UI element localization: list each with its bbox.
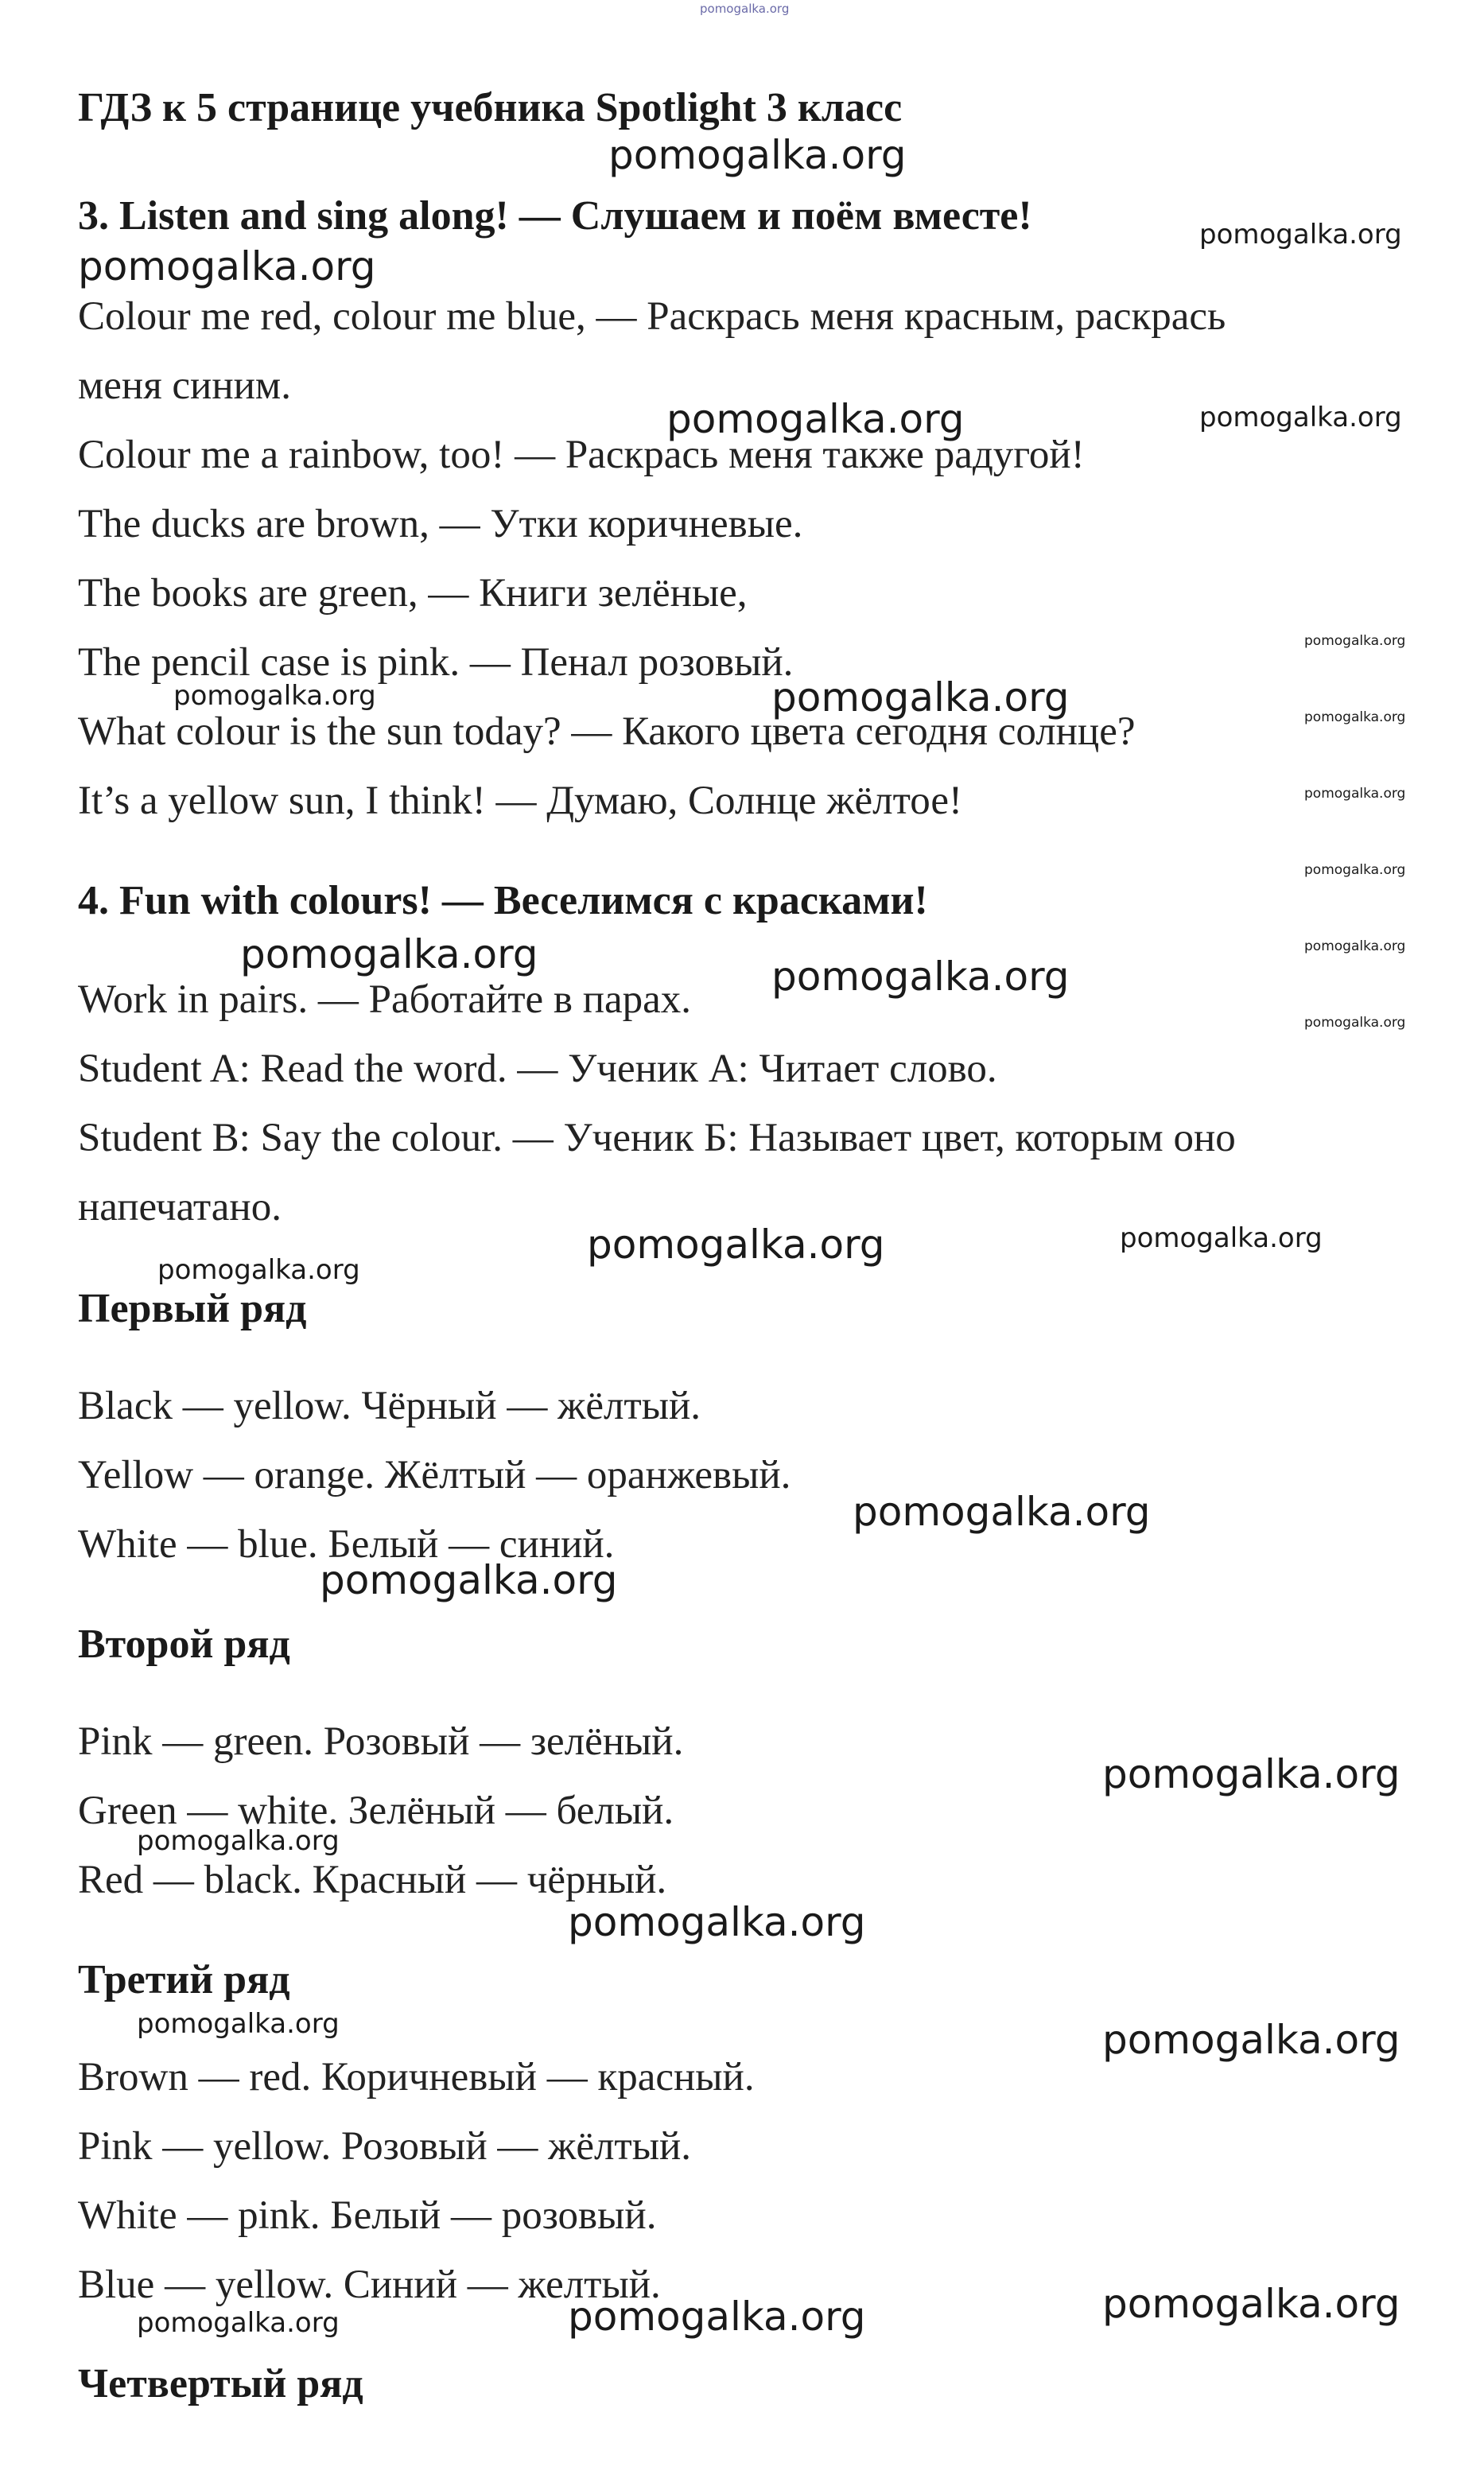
watermark: pomogalka.org [568, 1899, 866, 1945]
row-3-line: Blue — yellow. Синий — желтый. [78, 2263, 661, 2307]
song-line: The ducks are brown, — Утки коричневые. [78, 502, 803, 546]
row-3-line: Pink — yellow. Розовый — жёлтый. [78, 2124, 692, 2169]
watermark: pomogalka.org [157, 1254, 360, 1286]
section-3-heading: 3. Listen and sing along! — Слушаем и поём вместе! [78, 193, 1032, 239]
row-1-line: White — blue. Белый — синий. [78, 1522, 615, 1567]
watermark: pomogalka.org [771, 954, 1070, 1000]
watermark: pomogalka.org [1304, 709, 1406, 725]
row-3-line: White — pink. Белый — розовый. [78, 2193, 657, 2238]
song-line: The books are green, — Книги зелёные, [78, 571, 748, 616]
row-3-line: Brown — red. Коричневый — красный. [78, 2055, 755, 2100]
row-2-line: Pink — green. Розовый — зелёный. [78, 1719, 684, 1764]
row-2-heading: Второй ряд [78, 1622, 290, 1667]
row-1-line: Yellow — orange. Жёлтый — оранжевый. [78, 1453, 791, 1497]
watermark: pomogalka.org [666, 396, 965, 442]
song-line: Colour me red, colour me blue, — Раскрась меня красным, раскрась [78, 294, 1226, 339]
watermark: pomogalka.org [137, 1825, 340, 1857]
song-line: Colour me a rainbow, too! — Раскрась меня также радугой! [78, 433, 1085, 477]
watermark: pomogalka.org [1120, 1222, 1323, 1254]
top-watermark: pomogalka.org [700, 2, 790, 16]
page-title: ГДЗ к 5 странице учебника Spotlight 3 класс [78, 85, 903, 130]
watermark: pomogalka.org [1304, 938, 1406, 954]
song-line: What colour is the sun today? — Какого цвета сегодня солнце? [78, 709, 1136, 754]
row-1-heading: Первый ряд [78, 1286, 307, 1331]
watermark: pomogalka.org [1199, 402, 1402, 433]
instruction-line: напечатано. [78, 1185, 282, 1229]
row-1-line: Black — yellow. Чёрный — жёлтый. [78, 1384, 701, 1428]
watermark: pomogalka.org [173, 680, 376, 712]
watermark: pomogalka.org [587, 1222, 885, 1268]
watermark: pomogalka.org [320, 1557, 618, 1603]
watermark: pomogalka.org [1102, 2281, 1400, 2327]
instruction-line: Work in pairs. — Работайте в парах. [78, 977, 692, 1022]
row-2-line: Red — black. Красный — чёрный. [78, 1858, 667, 1902]
watermark: pomogalka.org [608, 132, 907, 178]
song-line: меня синим. [78, 363, 291, 408]
instruction-line: Student B: Say the colour. — Ученик Б: Называет цвет, которым оно [78, 1116, 1236, 1160]
watermark: pomogalka.org [137, 2008, 340, 2040]
watermark: pomogalka.org [1304, 1015, 1406, 1031]
watermark: pomogalka.org [137, 2307, 340, 2339]
row-3-heading: Третий ряд [78, 1957, 290, 2002]
watermark: pomogalka.org [1304, 633, 1406, 649]
song-line: It’s a yellow sun, I think! — Думаю, Солнце жёлтое! [78, 779, 962, 823]
row-2-line: Green — white. Зелёный — белый. [78, 1789, 674, 1833]
watermark: pomogalka.org [568, 2294, 866, 2340]
watermark: pomogalka.org [1102, 2017, 1400, 2063]
watermark: pomogalka.org [1304, 862, 1406, 878]
watermark: pomogalka.org [240, 931, 538, 977]
watermark: pomogalka.org [1304, 786, 1406, 802]
section-4-heading: 4. Fun with colours! — Веселимся с красками! [78, 878, 928, 923]
watermark: pomogalka.org [771, 674, 1070, 721]
instruction-line: Student A: Read the word. — Ученик А: Читает слово. [78, 1047, 997, 1091]
row-4-heading: Четвертый ряд [78, 2361, 363, 2406]
song-line: The pencil case is pink. — Пенал розовый. [78, 640, 794, 685]
watermark: pomogalka.org [1199, 219, 1402, 251]
watermark: pomogalka.org [853, 1489, 1151, 1535]
watermark: pomogalka.org [1102, 1751, 1400, 1797]
watermark: pomogalka.org [78, 243, 376, 289]
